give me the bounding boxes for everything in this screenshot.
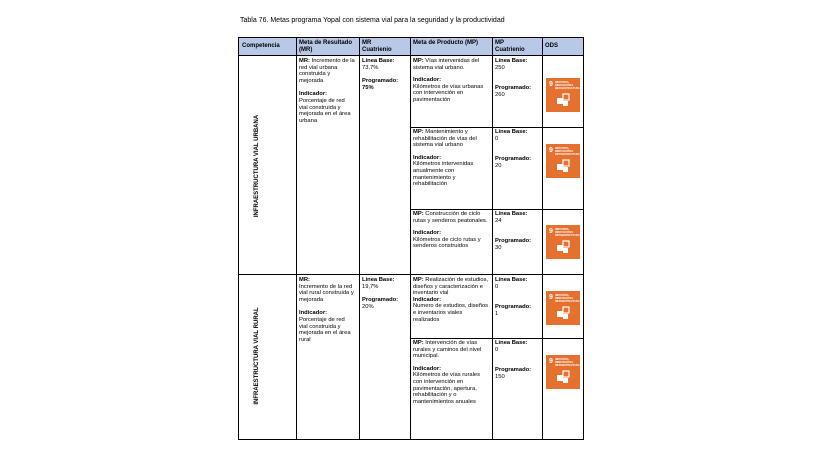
indicator-label: Indicador: [413, 296, 442, 303]
competencia-rural: INFRAESTRUCTURA VIAL RURAL [254, 307, 260, 405]
mp-label: MP: [413, 58, 424, 64]
prog-value: 260 [495, 91, 505, 98]
mr-text: Incremento de la red vial rural construida y mejorada [299, 283, 354, 303]
prog-label: Programado: [495, 85, 532, 92]
header-mp-cuatrienio: MP Cuatrienio [495, 40, 525, 53]
sdg-badge [546, 78, 580, 112]
col-divider [410, 38, 411, 439]
base-value: 19,7% [362, 283, 379, 290]
header-competencia: Competencia [242, 43, 280, 49]
sdg-number: 9 [549, 147, 553, 154]
indicator-label: Indicador: [413, 230, 442, 237]
mr-text: Incremento de la red vial urbana construida y mejorada [299, 58, 355, 84]
mp-text: Construcción de ciclo rutas y senderos peatonales. [413, 211, 488, 224]
prog-value: 75% [362, 84, 374, 91]
sdg-title: INDUSTRIA, INNOVACIÓN E INFRAESTRUCTURA [555, 147, 580, 156]
mp-indicator: Kilómetros intervenidas anualmente con mantenimiento y rehabilitación [413, 161, 474, 188]
header-meta-resultado: Meta de Resultado (MR) [299, 40, 353, 53]
mp-label: MP: [413, 129, 424, 135]
mp-cell [413, 211, 489, 250]
mpc-cell [495, 277, 540, 317]
sdg-number: 9 [549, 228, 553, 235]
header-mr-cuatrienio: MR Cuatrienio [362, 40, 392, 53]
base-value: 0 [495, 283, 499, 290]
prog-label: Programado: [495, 238, 532, 245]
prog-value: 20% [362, 303, 374, 310]
cube-network-icon [555, 369, 571, 385]
base-value: 0 [495, 135, 499, 142]
col-divider [542, 38, 543, 439]
mp-cell [413, 277, 489, 323]
mp-indicator: Numero de estudios, diseños e inventarios viales realizados [413, 303, 489, 323]
base-value: 250 [495, 64, 505, 71]
base-label: Línea Base: [495, 277, 528, 283]
mr-indicator: Porcentaje de red vial construida y mejorada en el área rural [299, 316, 351, 343]
mr-label: MR: [299, 277, 310, 283]
section-divider [239, 274, 583, 275]
indicator-label: Indicador: [413, 154, 442, 161]
row-divider [410, 127, 583, 128]
cube-network-icon [555, 158, 571, 174]
mp-text: Realización de estudios, diseños y caracterización e inventario vial [413, 277, 489, 297]
mp-indicator: Kilómetros de ciclo rutas y senderos construidos [413, 236, 481, 250]
base-value: 0 [495, 346, 499, 353]
indicator-label: Indicador: [299, 310, 328, 317]
cube-network-icon [555, 239, 571, 255]
mp-indicator: Kilómetros de vías rurales con intervención en pavimentación, apertura, rehabilitación y o mantenimientos anuales [413, 372, 481, 405]
table-header [239, 38, 583, 56]
sdg-number: 9 [549, 81, 553, 88]
cube-network-icon [555, 92, 571, 108]
mr-indicator: Porcentaje de red vial construida y mejorada en el área urbana [299, 97, 351, 124]
metas-table [238, 37, 584, 440]
prog-label: Programado: [495, 304, 532, 311]
sdg-number: 9 [549, 358, 553, 365]
prog-value: 20 [495, 162, 502, 169]
col-divider [296, 38, 297, 439]
mpc-cell [495, 129, 540, 169]
base-label: Línea Base: [495, 129, 528, 135]
sdg-badge [546, 291, 580, 325]
prog-label: Programado: [362, 78, 399, 85]
base-label: Línea Base: [362, 277, 395, 283]
cube-network-icon [555, 305, 571, 321]
mpc-cell [495, 340, 540, 380]
sdg-number: 9 [549, 294, 553, 301]
mp-label: MP: [413, 340, 424, 346]
prog-value: 30 [495, 244, 502, 251]
base-label: Línea Base: [495, 340, 528, 346]
indicator-label: Indicador: [413, 365, 442, 372]
mp-cell [413, 129, 489, 188]
table-caption: Tabla 76. Metas programa Yopal con sistema vial para la seguridad y la productividad [240, 17, 505, 24]
mp-cell [413, 58, 489, 104]
sdg-badge [546, 225, 580, 259]
col-divider [359, 38, 360, 439]
prog-label: Programado: [495, 367, 532, 374]
mp-text: Vías intervenidas del sistema vial urbano. [413, 58, 480, 71]
row-divider [410, 338, 583, 339]
indicator-label: Indicador: [299, 91, 328, 98]
sdg-title: INDUSTRIA, INNOVACIÓN E INFRAESTRUCTURA [555, 228, 580, 237]
mp-text: Intervención de vías rurales y caminos del nivel municipal. [413, 340, 482, 360]
header-ods: ODS [545, 43, 559, 49]
mr-label: MR: [299, 58, 310, 64]
header-meta-producto: Meta de Producto (MP) [413, 40, 479, 46]
mrc-urbana [362, 58, 408, 91]
base-label: Línea Base: [362, 58, 395, 64]
row-divider [410, 209, 583, 210]
mr-urbana [299, 58, 355, 124]
sdg-title: INDUSTRIA, INNOVACIÓN E INFRAESTRUCTURA [555, 358, 580, 367]
prog-label: Programado: [362, 297, 399, 304]
mp-text: Mantenimiento y rehabilitación de vías del sistema vial urbano [413, 129, 477, 149]
prog-value: 1 [495, 310, 499, 317]
sdg-title: INDUSTRIA, INNOVACIÓN E INFRAESTRUCTURA [555, 294, 580, 303]
mp-cell [413, 340, 489, 405]
mpc-cell [495, 211, 540, 251]
base-value: 24 [495, 217, 502, 224]
base-value: 73,7% [362, 64, 379, 71]
mpc-cell [495, 58, 540, 98]
sdg-badge [546, 144, 580, 178]
prog-value: 150 [495, 373, 505, 380]
competencia-urbana: INFRAESTRUCTURA VIAL URBANA [254, 114, 260, 218]
mrc-rural [362, 277, 408, 310]
sdg-title: INDUSTRIA, INNOVACIÓN E INFRAESTRUCTURA [555, 81, 580, 90]
sdg-badge [546, 355, 580, 389]
mr-rural [299, 277, 355, 343]
mp-label: MP: [413, 277, 424, 283]
base-label: Línea Base: [495, 211, 528, 217]
prog-label: Programado: [495, 156, 532, 163]
col-divider [492, 38, 493, 439]
indicator-label: Indicador: [413, 77, 442, 84]
mp-label: MP: [413, 211, 424, 217]
base-label: Línea Base: [495, 58, 528, 64]
mp-indicator: Kilómetros de vías urbanas con intervención en pavimentación [413, 83, 484, 103]
